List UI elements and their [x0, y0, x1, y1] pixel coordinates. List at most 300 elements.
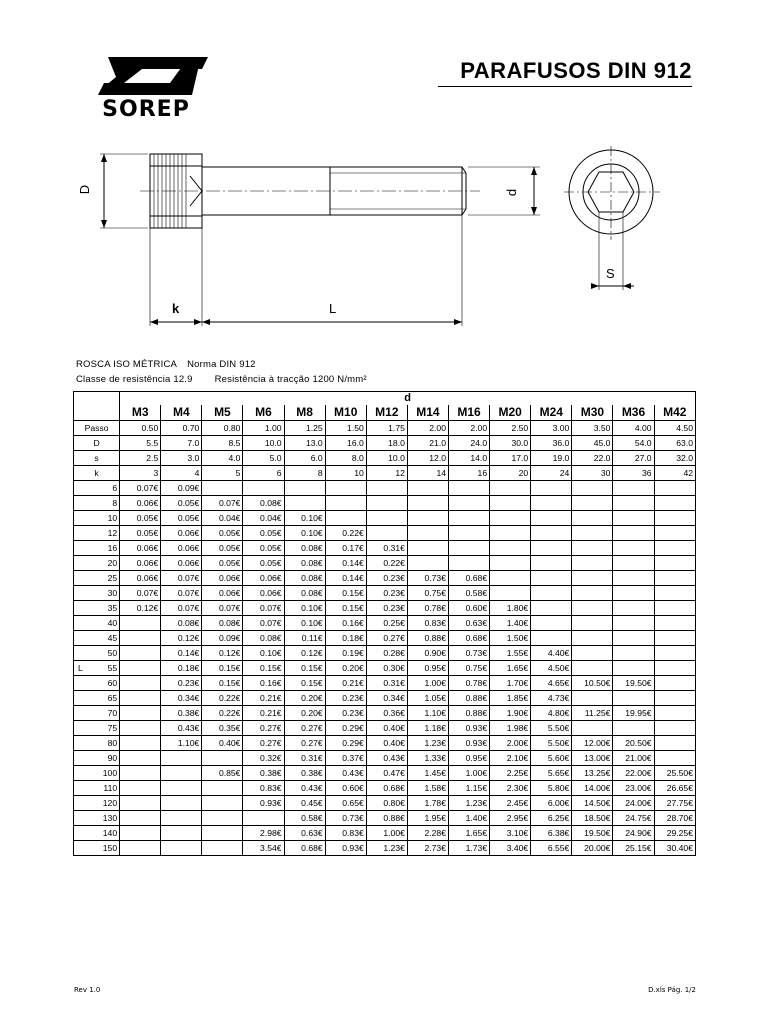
table-row: [74, 511, 696, 526]
price-cell: [613, 556, 654, 571]
price-cell: 0.21€: [325, 676, 366, 691]
spec-line-2: [76, 374, 367, 386]
price-cell: 0.29€: [325, 721, 366, 736]
price-cell: 1.98€: [490, 721, 531, 736]
table-row: [74, 661, 696, 676]
price-cell: 6.00€: [531, 796, 572, 811]
price-cell: 0.07€: [202, 601, 243, 616]
price-cell: 1.90€: [490, 706, 531, 721]
price-cell: 0.95€: [407, 661, 448, 676]
price-cell: [654, 556, 695, 571]
price-cell: 0.93€: [449, 721, 490, 736]
price-cell: [449, 511, 490, 526]
length-axis-blank: [74, 796, 96, 811]
header-d-label: d: [120, 392, 696, 406]
price-cell: 19.95€: [613, 706, 654, 721]
spec-norm: Norma DIN 912: [187, 359, 256, 370]
price-cell: [572, 631, 613, 646]
spec-cell: 36: [613, 466, 654, 481]
dim-label-D: D: [77, 184, 93, 195]
spec-cell: 3.50: [572, 421, 613, 436]
price-cell: 0.15€: [202, 661, 243, 676]
spec-cell: 0.80: [202, 421, 243, 436]
price-cell: 27.75€: [654, 796, 695, 811]
price-cell: [202, 796, 243, 811]
spec-cell: 1.25: [284, 421, 325, 436]
price-cell: 0.12€: [284, 646, 325, 661]
price-cell: [490, 481, 531, 496]
price-cell: 1.58€: [407, 781, 448, 796]
price-cell: [161, 811, 202, 826]
price-cell: [531, 631, 572, 646]
spec-cell: 5.0: [243, 451, 284, 466]
length-axis-blank: [74, 811, 96, 826]
spec-cell: 12.0: [407, 451, 448, 466]
price-cell: 22.00€: [613, 766, 654, 781]
header-corner: [74, 392, 120, 421]
price-cell: 5.50€: [531, 721, 572, 736]
price-cell: [531, 571, 572, 586]
price-cell: 5.65€: [531, 766, 572, 781]
spec-cell: 4: [161, 466, 202, 481]
price-cell: 0.05€: [202, 526, 243, 541]
price-cell: 0.31€: [284, 751, 325, 766]
price-cell: 20.00€: [572, 841, 613, 856]
price-cell: [120, 646, 161, 661]
price-cell: 0.27€: [284, 721, 325, 736]
price-cell: 1.40€: [449, 811, 490, 826]
price-cell: 0.43€: [284, 781, 325, 796]
spec-cell: 4.50: [654, 421, 695, 436]
length-axis-label: L: [74, 661, 96, 676]
spec-cell: 0.50: [120, 421, 161, 436]
price-cell: [161, 781, 202, 796]
spec-row: [74, 466, 696, 481]
table-row: [74, 706, 696, 721]
price-cell: 29.25€: [654, 826, 695, 841]
price-cell: 0.58€: [284, 811, 325, 826]
price-cell: [572, 511, 613, 526]
price-cell: [407, 481, 448, 496]
size-header-m3: M3: [120, 405, 161, 421]
table-row: [74, 811, 696, 826]
price-cell: [366, 481, 407, 496]
price-cell: 0.15€: [284, 676, 325, 691]
size-header-m30: M30: [572, 405, 613, 421]
price-cell: 0.20€: [284, 691, 325, 706]
price-cell: [120, 781, 161, 796]
price-cell: 0.06€: [202, 586, 243, 601]
price-cell: 0.10€: [284, 511, 325, 526]
price-cell: 0.22€: [202, 706, 243, 721]
size-header-m24: M24: [531, 405, 572, 421]
price-cell: [407, 511, 448, 526]
price-cell: 0.20€: [325, 661, 366, 676]
length-value: 40: [96, 616, 120, 631]
table-row: [74, 766, 696, 781]
price-cell: [120, 841, 161, 856]
size-header-m36: M36: [613, 405, 654, 421]
price-cell: 0.45€: [284, 796, 325, 811]
price-cell: 0.21€: [243, 706, 284, 721]
price-cell: 0.83€: [407, 616, 448, 631]
price-cell: [202, 811, 243, 826]
price-cell: 18.50€: [572, 811, 613, 826]
price-cell: [284, 481, 325, 496]
price-cell: 2.98€: [243, 826, 284, 841]
price-cell: 0.06€: [243, 571, 284, 586]
price-cell: 0.43€: [161, 721, 202, 736]
spec-row-label: Passo: [74, 421, 120, 436]
spec-row-label: k: [74, 466, 120, 481]
price-cell: [572, 571, 613, 586]
length-value: 16: [96, 541, 120, 556]
spec-cell: 12: [366, 466, 407, 481]
price-cell: 0.08€: [161, 616, 202, 631]
length-value: 65: [96, 691, 120, 706]
price-cell: [572, 661, 613, 676]
price-cell: 5.50€: [531, 736, 572, 751]
price-cell: [654, 721, 695, 736]
spec-cell: 8.0: [325, 451, 366, 466]
price-cell: [449, 481, 490, 496]
price-cell: 0.08€: [284, 586, 325, 601]
price-cell: 0.06€: [243, 586, 284, 601]
spec-cell: 5: [202, 466, 243, 481]
table-row: [74, 751, 696, 766]
price-cell: 0.47€: [366, 766, 407, 781]
price-cell: 0.88€: [449, 706, 490, 721]
table-row: [74, 841, 696, 856]
price-cell: 0.22€: [202, 691, 243, 706]
price-cell: [654, 601, 695, 616]
brand-name: SOREP: [102, 97, 190, 122]
price-cell: 21.00€: [613, 751, 654, 766]
length-axis-blank: [74, 646, 96, 661]
price-cell: 0.16€: [325, 616, 366, 631]
spec-cell: 7.0: [161, 436, 202, 451]
spec-cell: 63.0: [654, 436, 695, 451]
price-cell: 0.88€: [449, 691, 490, 706]
price-cell: 0.78€: [407, 601, 448, 616]
price-cell: 0.93€: [243, 796, 284, 811]
price-cell: 0.07€: [120, 481, 161, 496]
price-cell: [654, 646, 695, 661]
price-cell: 2.45€: [490, 796, 531, 811]
length-axis-blank: [74, 691, 96, 706]
length-axis-blank: [74, 481, 96, 496]
price-cell: 0.18€: [161, 661, 202, 676]
length-value: 80: [96, 736, 120, 751]
price-cell: [120, 766, 161, 781]
length-value: 140: [96, 826, 120, 841]
length-axis-blank: [74, 541, 96, 556]
price-cell: [120, 631, 161, 646]
spec-cell: 16.0: [325, 436, 366, 451]
length-axis-blank: [74, 511, 96, 526]
price-cell: [490, 571, 531, 586]
table-row: [74, 541, 696, 556]
price-cell: [161, 796, 202, 811]
price-cell: 0.40€: [366, 736, 407, 751]
price-cell: [243, 481, 284, 496]
size-header-m42: M42: [654, 405, 695, 421]
price-cell: [654, 676, 695, 691]
price-cell: 26.65€: [654, 781, 695, 796]
price-cell: [572, 691, 613, 706]
spec-cell: 8: [284, 466, 325, 481]
price-cell: 11.25€: [572, 706, 613, 721]
price-cell: 0.68€: [449, 631, 490, 646]
price-cell: [490, 511, 531, 526]
price-cell: [531, 586, 572, 601]
price-cell: 0.07€: [243, 616, 284, 631]
price-cell: 3.10€: [490, 826, 531, 841]
price-cell: 0.90€: [407, 646, 448, 661]
price-cell: [366, 526, 407, 541]
price-cell: [654, 736, 695, 751]
price-cell: 2.00€: [490, 736, 531, 751]
spec-cell: 17.0: [490, 451, 531, 466]
length-value: 8: [96, 496, 120, 511]
price-cell: [613, 631, 654, 646]
spec-cell: 16: [449, 466, 490, 481]
size-header-m14: M14: [407, 405, 448, 421]
price-cell: 0.37€: [325, 751, 366, 766]
price-cell: [449, 496, 490, 511]
price-cell: 0.23€: [161, 676, 202, 691]
size-header-m4: M4: [161, 405, 202, 421]
spec-cell: 2.00: [449, 421, 490, 436]
price-cell: 1.15€: [449, 781, 490, 796]
price-cell: 0.14€: [325, 571, 366, 586]
price-cell: [613, 571, 654, 586]
price-cell: 3.40€: [490, 841, 531, 856]
price-cell: 0.75€: [449, 661, 490, 676]
spec-cell: 20: [490, 466, 531, 481]
spec-row: [74, 451, 696, 466]
length-value: 55: [96, 661, 120, 676]
spec-cell: 22.0: [572, 451, 613, 466]
price-cell: 0.32€: [243, 751, 284, 766]
price-cell: [531, 556, 572, 571]
spec-cell: 30.0: [490, 436, 531, 451]
price-cell: 0.28€: [366, 646, 407, 661]
price-cell: [120, 691, 161, 706]
price-cell: 0.08€: [284, 556, 325, 571]
price-cell: 0.75€: [407, 586, 448, 601]
price-cell: [572, 556, 613, 571]
spec-row: [74, 436, 696, 451]
price-cell: 0.09€: [161, 481, 202, 496]
spec-row: [74, 421, 696, 436]
table-row: [74, 586, 696, 601]
price-cell: [161, 826, 202, 841]
price-cell: 1.23€: [366, 841, 407, 856]
price-cell: [613, 691, 654, 706]
price-cell: 1.78€: [407, 796, 448, 811]
length-axis-blank: [74, 781, 96, 796]
price-cell: 0.04€: [243, 511, 284, 526]
price-cell: [572, 541, 613, 556]
table-row: [74, 796, 696, 811]
price-cell: 0.95€: [449, 751, 490, 766]
price-cell: 0.68€: [366, 781, 407, 796]
price-cell: [407, 541, 448, 556]
price-cell: [654, 586, 695, 601]
price-table: [73, 391, 696, 856]
price-cell: [654, 661, 695, 676]
price-cell: 0.05€: [202, 541, 243, 556]
price-cell: [572, 526, 613, 541]
spec-cell: 13.0: [284, 436, 325, 451]
price-cell: 0.43€: [325, 766, 366, 781]
price-cell: [490, 586, 531, 601]
price-cell: 0.07€: [161, 571, 202, 586]
price-cell: 1.45€: [407, 766, 448, 781]
price-cell: 6.55€: [531, 841, 572, 856]
price-cell: [490, 526, 531, 541]
spec-cell: 27.0: [613, 451, 654, 466]
spec-cell: 3.00: [531, 421, 572, 436]
price-cell: 0.10€: [284, 616, 325, 631]
price-cell: 0.38€: [243, 766, 284, 781]
price-cell: 3.54€: [243, 841, 284, 856]
price-cell: 0.22€: [366, 556, 407, 571]
price-cell: [613, 646, 654, 661]
spec-cell: 36.0: [531, 436, 572, 451]
price-cell: [654, 496, 695, 511]
length-value: 90: [96, 751, 120, 766]
length-value: 120: [96, 796, 120, 811]
price-cell: [572, 496, 613, 511]
price-cell: 0.31€: [366, 541, 407, 556]
length-axis-blank: [74, 496, 96, 511]
price-cell: [120, 721, 161, 736]
price-cell: 13.00€: [572, 751, 613, 766]
price-cell: 1.55€: [490, 646, 531, 661]
spec-cell: 10.0: [243, 436, 284, 451]
price-cell: 0.20€: [284, 706, 325, 721]
length-axis-blank: [74, 556, 96, 571]
price-cell: [120, 661, 161, 676]
price-cell: 24.00€: [613, 796, 654, 811]
price-cell: 2.30€: [490, 781, 531, 796]
length-value: 25: [96, 571, 120, 586]
price-cell: [407, 556, 448, 571]
price-cell: [654, 751, 695, 766]
price-cell: [120, 706, 161, 721]
price-cell: 0.25€: [366, 616, 407, 631]
spec-class: Classe de resistência 12.9: [76, 374, 193, 385]
price-cell: 0.93€: [325, 841, 366, 856]
price-cell: 0.83€: [325, 826, 366, 841]
price-cell: 14.00€: [572, 781, 613, 796]
price-cell: 0.08€: [243, 496, 284, 511]
spec-resistance: Resistência à tracção 1200 N/mm²: [214, 374, 367, 385]
price-cell: 1.23€: [449, 796, 490, 811]
length-value: 30: [96, 586, 120, 601]
price-cell: [407, 496, 448, 511]
price-cell: 0.27€: [366, 631, 407, 646]
spec-cell: 6: [243, 466, 284, 481]
price-cell: 0.17€: [325, 541, 366, 556]
price-cell: 0.63€: [284, 826, 325, 841]
table-row: [74, 556, 696, 571]
length-value: 70: [96, 706, 120, 721]
price-cell: 24.75€: [613, 811, 654, 826]
price-cell: [613, 586, 654, 601]
footer-page: D.xls Pág. 1/2: [648, 986, 696, 994]
header-row-d: [74, 392, 696, 406]
spec-cell: 19.0: [531, 451, 572, 466]
spec-cell: 24.0: [449, 436, 490, 451]
price-cell: [613, 481, 654, 496]
spec-row-label: D: [74, 436, 120, 451]
price-cell: 0.78€: [449, 676, 490, 691]
spec-row-label: s: [74, 451, 120, 466]
price-cell: 0.43€: [366, 751, 407, 766]
dim-label-L: L: [329, 301, 337, 316]
price-cell: 0.04€: [202, 511, 243, 526]
table-row: [74, 496, 696, 511]
spec-cell: 4.0: [202, 451, 243, 466]
price-cell: 1.70€: [490, 676, 531, 691]
price-cell: 0.15€: [325, 601, 366, 616]
price-cell: [449, 541, 490, 556]
price-cell: 0.36€: [366, 706, 407, 721]
price-cell: 0.07€: [120, 586, 161, 601]
price-cell: [654, 706, 695, 721]
price-cell: [572, 586, 613, 601]
spec-cell: 1.50: [325, 421, 366, 436]
price-cell: 0.05€: [161, 496, 202, 511]
price-cell: [572, 721, 613, 736]
price-cell: 0.38€: [284, 766, 325, 781]
price-cell: 0.15€: [284, 661, 325, 676]
spec-cell: 6.0: [284, 451, 325, 466]
price-cell: [654, 526, 695, 541]
table-row: [74, 721, 696, 736]
price-cell: [202, 481, 243, 496]
spec-cell: 2.50: [490, 421, 531, 436]
length-axis-blank: [74, 766, 96, 781]
price-cell: 24.90€: [613, 826, 654, 841]
spec-cell: 0.70: [161, 421, 202, 436]
price-cell: [120, 736, 161, 751]
price-cell: 28.70€: [654, 811, 695, 826]
spec-cell: 14.0: [449, 451, 490, 466]
price-cell: 19.50€: [572, 826, 613, 841]
price-cell: 0.05€: [161, 511, 202, 526]
price-cell: [202, 841, 243, 856]
length-value: 35: [96, 601, 120, 616]
price-cell: 0.68€: [284, 841, 325, 856]
price-cell: 0.88€: [366, 811, 407, 826]
footer-revision: Rev 1.0: [74, 986, 101, 994]
spec-cell: 21.0: [407, 436, 448, 451]
price-cell: 0.34€: [161, 691, 202, 706]
price-cell: 0.12€: [120, 601, 161, 616]
spec-cell: 3: [120, 466, 161, 481]
table-row: [74, 616, 696, 631]
price-cell: 1.73€: [449, 841, 490, 856]
spec-cell: 14: [407, 466, 448, 481]
price-cell: 0.14€: [161, 646, 202, 661]
length-value: 50: [96, 646, 120, 661]
price-cell: 1.18€: [407, 721, 448, 736]
price-cell: 23.00€: [613, 781, 654, 796]
